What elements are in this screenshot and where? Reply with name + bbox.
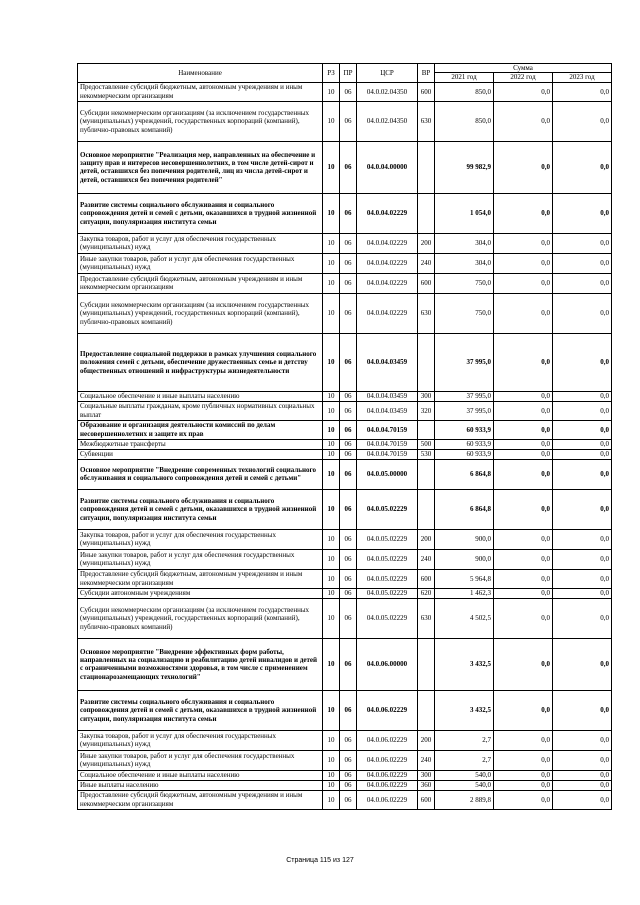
cell-sum-2021: 6 864,8 bbox=[435, 489, 494, 529]
cell-name: Развитие системы социального обслуживания и социального сопровождения детей и семей с детьми, оказавшихся в трудной жизненной ситуации, популяризация института семьи bbox=[78, 489, 323, 529]
cell-vr: 600 bbox=[418, 273, 435, 293]
cell-rz: 10 bbox=[323, 790, 340, 809]
cell-csr: 04.0.05.02229 bbox=[357, 569, 418, 588]
cell-sum-2022: 0,0 bbox=[494, 598, 553, 638]
cell-vr bbox=[418, 141, 435, 193]
cell-sum-2023: 0,0 bbox=[553, 730, 612, 750]
cell-sum-2021: 5 964,8 bbox=[435, 569, 494, 588]
cell-csr: 04.0.05.02229 bbox=[357, 529, 418, 549]
cell-sum-2021: 2 889,8 bbox=[435, 790, 494, 809]
cell-sum-2021: 1 462,3 bbox=[435, 588, 494, 598]
cell-csr: 04.0.06.00000 bbox=[357, 638, 418, 690]
cell-vr: 630 bbox=[418, 293, 435, 333]
cell-sum-2023: 0,0 bbox=[553, 770, 612, 780]
cell-csr: 04.0.04.02229 bbox=[357, 273, 418, 293]
cell-vr: 320 bbox=[418, 401, 435, 420]
cell-vr: 620 bbox=[418, 588, 435, 598]
cell-sum-2023: 0,0 bbox=[553, 333, 612, 391]
cell-name: Основное мероприятие "Внедрение современных технологий социального обслуживания и социального сопровождения детей и семей с детьми" bbox=[78, 459, 323, 489]
cell-csr: 04.0.05.02229 bbox=[357, 549, 418, 569]
cell-sum-2022: 0,0 bbox=[494, 141, 553, 193]
cell-sum-2021: 304,0 bbox=[435, 253, 494, 273]
cell-sum-2021: 304,0 bbox=[435, 233, 494, 253]
header-year-2023: 2023 год bbox=[553, 73, 612, 82]
cell-pr: 06 bbox=[340, 273, 357, 293]
cell-sum-2021: 3 432,5 bbox=[435, 638, 494, 690]
cell-vr: 500 bbox=[418, 439, 435, 449]
cell-csr: 04.0.04.03459 bbox=[357, 391, 418, 401]
cell-name: Субсидии некоммерческим организациям (за исключением государственных (муниципальных) учреждений, государственных корпораций (компаний), публично-правовых компаний) bbox=[78, 101, 323, 141]
cell-pr: 06 bbox=[340, 401, 357, 420]
cell-sum-2023: 0,0 bbox=[553, 529, 612, 549]
cell-sum-2021: 850,0 bbox=[435, 101, 494, 141]
cell-pr: 06 bbox=[340, 790, 357, 809]
table-row bbox=[78, 638, 612, 690]
cell-sum-2023: 0,0 bbox=[553, 82, 612, 101]
cell-sum-2021: 540,0 bbox=[435, 770, 494, 780]
cell-sum-2022: 0,0 bbox=[494, 529, 553, 549]
cell-name: Иные закупки товаров, работ и услуг для обеспечения государственных (муниципальных) нужд bbox=[78, 750, 323, 770]
cell-name: Субсидии автономным учреждениям bbox=[78, 588, 323, 598]
cell-sum-2023: 0,0 bbox=[553, 750, 612, 770]
table-row bbox=[78, 233, 612, 253]
cell-sum-2023: 0,0 bbox=[553, 588, 612, 598]
cell-pr: 06 bbox=[340, 333, 357, 391]
cell-sum-2021: 37 995,0 bbox=[435, 401, 494, 420]
cell-csr: 04.0.04.03459 bbox=[357, 333, 418, 391]
cell-name: Развитие системы социального обслуживания и социального сопровождения детей и семей с детьми, оказавшихся в трудной жизненной ситуации, популяризация института семьи bbox=[78, 193, 323, 233]
table-row bbox=[78, 750, 612, 770]
cell-rz: 10 bbox=[323, 690, 340, 730]
cell-sum-2021: 900,0 bbox=[435, 529, 494, 549]
cell-sum-2023: 0,0 bbox=[553, 293, 612, 333]
cell-sum-2021: 60 933,9 bbox=[435, 439, 494, 449]
cell-sum-2022: 0,0 bbox=[494, 273, 553, 293]
table-row bbox=[78, 790, 612, 809]
cell-sum-2021: 2,7 bbox=[435, 750, 494, 770]
cell-vr: 300 bbox=[418, 770, 435, 780]
cell-rz: 10 bbox=[323, 439, 340, 449]
cell-csr: 04.0.06.02229 bbox=[357, 780, 418, 790]
table-row bbox=[78, 730, 612, 750]
header-sum: Сумма bbox=[435, 64, 612, 73]
cell-sum-2023: 0,0 bbox=[553, 549, 612, 569]
cell-pr: 06 bbox=[340, 549, 357, 569]
cell-sum-2022: 0,0 bbox=[494, 790, 553, 809]
cell-vr: 240 bbox=[418, 549, 435, 569]
cell-sum-2023: 0,0 bbox=[553, 459, 612, 489]
cell-sum-2023: 0,0 bbox=[553, 790, 612, 809]
cell-rz: 10 bbox=[323, 333, 340, 391]
cell-csr: 04.0.05.02229 bbox=[357, 598, 418, 638]
cell-vr: 200 bbox=[418, 233, 435, 253]
cell-sum-2022: 0,0 bbox=[494, 293, 553, 333]
cell-csr: 04.0.06.02229 bbox=[357, 790, 418, 809]
cell-sum-2022: 0,0 bbox=[494, 233, 553, 253]
cell-sum-2021: 750,0 bbox=[435, 273, 494, 293]
cell-name: Субсидии некоммерческим организациям (за исключением государственных (муниципальных) учреждений, государственных корпораций (компаний), публично-правовых компаний) bbox=[78, 293, 323, 333]
cell-csr: 04.0.05.02229 bbox=[357, 588, 418, 598]
cell-sum-2023: 0,0 bbox=[553, 401, 612, 420]
cell-rz: 10 bbox=[323, 233, 340, 253]
cell-sum-2023: 0,0 bbox=[553, 253, 612, 273]
table-row bbox=[78, 529, 612, 549]
cell-sum-2021: 1 054,0 bbox=[435, 193, 494, 233]
cell-vr: 200 bbox=[418, 529, 435, 549]
cell-sum-2022: 0,0 bbox=[494, 569, 553, 588]
cell-sum-2023: 0,0 bbox=[553, 420, 612, 439]
cell-name: Субвенции bbox=[78, 449, 323, 459]
cell-rz: 10 bbox=[323, 273, 340, 293]
cell-sum-2022: 0,0 bbox=[494, 750, 553, 770]
cell-sum-2023: 0,0 bbox=[553, 439, 612, 449]
table-row bbox=[78, 549, 612, 569]
table-row bbox=[78, 598, 612, 638]
cell-vr: 240 bbox=[418, 253, 435, 273]
cell-sum-2022: 0,0 bbox=[494, 439, 553, 449]
cell-vr: 530 bbox=[418, 449, 435, 459]
cell-sum-2023: 0,0 bbox=[553, 233, 612, 253]
cell-rz: 10 bbox=[323, 638, 340, 690]
cell-name: Образование и организация деятельности комиссий по делам несовершеннолетних и защите их прав bbox=[78, 420, 323, 439]
cell-sum-2022: 0,0 bbox=[494, 193, 553, 233]
cell-vr bbox=[418, 638, 435, 690]
header-vr: ВР bbox=[418, 64, 435, 83]
cell-rz: 10 bbox=[323, 489, 340, 529]
cell-rz: 10 bbox=[323, 588, 340, 598]
header-name: Наименование bbox=[78, 64, 323, 83]
cell-pr: 06 bbox=[340, 638, 357, 690]
cell-vr: 200 bbox=[418, 730, 435, 750]
cell-sum-2022: 0,0 bbox=[494, 489, 553, 529]
cell-pr: 06 bbox=[340, 233, 357, 253]
cell-sum-2021: 60 933,9 bbox=[435, 420, 494, 439]
cell-rz: 10 bbox=[323, 141, 340, 193]
cell-sum-2022: 0,0 bbox=[494, 638, 553, 690]
cell-csr: 04.0.06.02229 bbox=[357, 730, 418, 750]
cell-csr: 04.0.06.02229 bbox=[357, 770, 418, 780]
table-row bbox=[78, 420, 612, 439]
cell-pr: 06 bbox=[340, 598, 357, 638]
cell-name: Иные закупки товаров, работ и услуг для обеспечения государственных (муниципальных) нужд bbox=[78, 253, 323, 273]
cell-csr: 04.0.04.70159 bbox=[357, 439, 418, 449]
cell-sum-2022: 0,0 bbox=[494, 730, 553, 750]
cell-pr: 06 bbox=[340, 588, 357, 598]
cell-sum-2021: 750,0 bbox=[435, 293, 494, 333]
cell-pr: 06 bbox=[340, 253, 357, 273]
cell-vr bbox=[418, 333, 435, 391]
cell-vr: 240 bbox=[418, 750, 435, 770]
cell-name: Субсидии некоммерческим организациям (за исключением государственных (муниципальных) учреждений, государственных корпораций (компаний), публично-правовых компаний) bbox=[78, 598, 323, 638]
cell-name: Предоставление субсидий бюджетным, автономным учреждениям и иным некоммерческим организациям bbox=[78, 82, 323, 101]
cell-sum-2022: 0,0 bbox=[494, 459, 553, 489]
cell-vr: 630 bbox=[418, 598, 435, 638]
table-row bbox=[78, 333, 612, 391]
cell-rz: 10 bbox=[323, 193, 340, 233]
cell-csr: 04.0.02.04350 bbox=[357, 101, 418, 141]
cell-name: Закупка товаров, работ и услуг для обеспечения государственных (муниципальных) нужд bbox=[78, 529, 323, 549]
cell-vr: 600 bbox=[418, 790, 435, 809]
table-row bbox=[78, 439, 612, 449]
cell-rz: 10 bbox=[323, 780, 340, 790]
page-footer: Страница 115 из 127 bbox=[286, 857, 354, 864]
table-header bbox=[78, 64, 612, 83]
cell-sum-2023: 0,0 bbox=[553, 780, 612, 790]
cell-sum-2022: 0,0 bbox=[494, 588, 553, 598]
header-csr: ЦСР bbox=[357, 64, 418, 83]
cell-pr: 06 bbox=[340, 489, 357, 529]
cell-csr: 04.0.05.02229 bbox=[357, 489, 418, 529]
cell-pr: 06 bbox=[340, 449, 357, 459]
cell-sum-2021: 900,0 bbox=[435, 549, 494, 569]
cell-vr: 300 bbox=[418, 391, 435, 401]
cell-rz: 10 bbox=[323, 549, 340, 569]
cell-csr: 04.0.04.02229 bbox=[357, 293, 418, 333]
cell-sum-2023: 0,0 bbox=[553, 449, 612, 459]
cell-vr: 600 bbox=[418, 82, 435, 101]
cell-sum-2021: 850,0 bbox=[435, 82, 494, 101]
cell-sum-2022: 0,0 bbox=[494, 770, 553, 780]
cell-csr: 04.0.05.00000 bbox=[357, 459, 418, 489]
cell-pr: 06 bbox=[340, 569, 357, 588]
cell-rz: 10 bbox=[323, 101, 340, 141]
table-row bbox=[78, 82, 612, 101]
cell-pr: 06 bbox=[340, 529, 357, 549]
cell-csr: 04.0.04.02229 bbox=[357, 253, 418, 273]
header-pr: ПР bbox=[340, 64, 357, 83]
cell-pr: 06 bbox=[340, 101, 357, 141]
cell-csr: 04.0.04.70159 bbox=[357, 420, 418, 439]
cell-pr: 06 bbox=[340, 193, 357, 233]
table-row bbox=[78, 193, 612, 233]
table-row bbox=[78, 569, 612, 588]
cell-name: Социальные выплаты гражданам, кроме публичных нормативных социальных выплат bbox=[78, 401, 323, 420]
cell-csr: 04.0.04.02229 bbox=[357, 233, 418, 253]
table-row bbox=[78, 391, 612, 401]
cell-name: Развитие системы социального обслуживания и социального сопровождения детей и семей с детьми, оказавшихся в трудной жизненной ситуации, популяризация института семьи bbox=[78, 690, 323, 730]
cell-rz: 10 bbox=[323, 293, 340, 333]
cell-rz: 10 bbox=[323, 253, 340, 273]
cell-name: Основное мероприятие "Внедрение эффективных форм работы, направленных на социализацию и реабилитацию детей инвалидов и детей с ограниченными возможностями здоровья, в том числе с применением стационарозамещающих технологий" bbox=[78, 638, 323, 690]
table-row bbox=[78, 780, 612, 790]
cell-name: Предоставление субсидий бюджетным, автономным учреждениям и иным некоммерческим организациям bbox=[78, 569, 323, 588]
cell-name: Основное мероприятие "Реализация мер, направленных на обеспечение и защиту прав и интересов несовершеннолетних, в том числе детей-сирот и детей, оставшихся без попечения родителей, лиц из числа детей-сирот и детей, оставшихся без попечения родителей" bbox=[78, 141, 323, 193]
cell-sum-2021: 3 432,5 bbox=[435, 690, 494, 730]
cell-csr: 04.0.02.04350 bbox=[357, 82, 418, 101]
cell-vr bbox=[418, 420, 435, 439]
table-row bbox=[78, 489, 612, 529]
cell-pr: 06 bbox=[340, 750, 357, 770]
cell-vr: 600 bbox=[418, 569, 435, 588]
cell-name: Закупка товаров, работ и услуг для обеспечения государственных (муниципальных) нужд bbox=[78, 730, 323, 750]
cell-name: Предоставление социальной поддержки в рамках улучшения социального положения семей с детьми, обеспечение дружественных семье и детству общественных отношений и инфраструктуры жизнедеятельности bbox=[78, 333, 323, 391]
cell-sum-2023: 0,0 bbox=[553, 101, 612, 141]
cell-rz: 10 bbox=[323, 420, 340, 439]
table-row bbox=[78, 401, 612, 420]
table-row bbox=[78, 293, 612, 333]
cell-pr: 06 bbox=[340, 439, 357, 449]
cell-csr: 04.0.04.02229 bbox=[357, 193, 418, 233]
cell-vr bbox=[418, 690, 435, 730]
table-row bbox=[78, 101, 612, 141]
table-body bbox=[78, 82, 612, 809]
cell-name: Иные выплаты населению bbox=[78, 780, 323, 790]
table-row bbox=[78, 449, 612, 459]
cell-sum-2023: 0,0 bbox=[553, 690, 612, 730]
cell-sum-2022: 0,0 bbox=[494, 333, 553, 391]
cell-sum-2023: 0,0 bbox=[553, 141, 612, 193]
cell-sum-2022: 0,0 bbox=[494, 253, 553, 273]
table-row bbox=[78, 253, 612, 273]
cell-pr: 06 bbox=[340, 690, 357, 730]
cell-sum-2021: 4 502,5 bbox=[435, 598, 494, 638]
cell-vr: 360 bbox=[418, 780, 435, 790]
cell-sum-2022: 0,0 bbox=[494, 549, 553, 569]
cell-name: Предоставление субсидий бюджетным, автономным учреждениям и иным некоммерческим организациям bbox=[78, 790, 323, 809]
cell-name: Закупка товаров, работ и услуг для обеспечения государственных (муниципальных) нужд bbox=[78, 233, 323, 253]
cell-sum-2021: 6 864,8 bbox=[435, 459, 494, 489]
cell-name: Предоставление субсидий бюджетным, автономным учреждениям и иным некоммерческим организациям bbox=[78, 273, 323, 293]
cell-rz: 10 bbox=[323, 449, 340, 459]
cell-sum-2023: 0,0 bbox=[553, 489, 612, 529]
cell-rz: 10 bbox=[323, 82, 340, 101]
cell-pr: 06 bbox=[340, 293, 357, 333]
cell-sum-2022: 0,0 bbox=[494, 401, 553, 420]
table-row bbox=[78, 459, 612, 489]
cell-rz: 10 bbox=[323, 391, 340, 401]
cell-rz: 10 bbox=[323, 529, 340, 549]
cell-pr: 06 bbox=[340, 391, 357, 401]
cell-sum-2021: 99 982,9 bbox=[435, 141, 494, 193]
cell-sum-2022: 0,0 bbox=[494, 690, 553, 730]
cell-rz: 10 bbox=[323, 770, 340, 780]
cell-sum-2023: 0,0 bbox=[553, 638, 612, 690]
cell-csr: 04.0.04.70159 bbox=[357, 449, 418, 459]
cell-vr: 630 bbox=[418, 101, 435, 141]
cell-sum-2021: 37 995,0 bbox=[435, 391, 494, 401]
cell-pr: 06 bbox=[340, 82, 357, 101]
cell-pr: 06 bbox=[340, 780, 357, 790]
cell-csr: 04.0.04.00000 bbox=[357, 141, 418, 193]
table-row bbox=[78, 770, 612, 780]
cell-csr: 04.0.06.02229 bbox=[357, 690, 418, 730]
budget-table bbox=[77, 63, 612, 810]
cell-pr: 06 bbox=[340, 770, 357, 780]
table-row bbox=[78, 588, 612, 598]
cell-sum-2023: 0,0 bbox=[553, 391, 612, 401]
cell-pr: 06 bbox=[340, 730, 357, 750]
cell-sum-2023: 0,0 bbox=[553, 273, 612, 293]
cell-rz: 10 bbox=[323, 569, 340, 588]
cell-sum-2021: 37 995,0 bbox=[435, 333, 494, 391]
cell-pr: 06 bbox=[340, 459, 357, 489]
cell-vr bbox=[418, 459, 435, 489]
cell-sum-2022: 0,0 bbox=[494, 391, 553, 401]
header-rz: РЗ bbox=[323, 64, 340, 83]
cell-sum-2023: 0,0 bbox=[553, 598, 612, 638]
cell-pr: 06 bbox=[340, 141, 357, 193]
table-row bbox=[78, 273, 612, 293]
cell-name: Иные закупки товаров, работ и услуг для обеспечения государственных (муниципальных) нужд bbox=[78, 549, 323, 569]
cell-rz: 10 bbox=[323, 401, 340, 420]
cell-vr bbox=[418, 193, 435, 233]
table-row bbox=[78, 141, 612, 193]
cell-rz: 10 bbox=[323, 730, 340, 750]
cell-sum-2021: 60 933,9 bbox=[435, 449, 494, 459]
cell-rz: 10 bbox=[323, 750, 340, 770]
table-row bbox=[78, 690, 612, 730]
cell-sum-2022: 0,0 bbox=[494, 82, 553, 101]
cell-csr: 04.0.06.02229 bbox=[357, 750, 418, 770]
cell-rz: 10 bbox=[323, 459, 340, 489]
header-year-2022: 2022 год bbox=[494, 73, 553, 82]
cell-name: Социальное обеспечение и иные выплаты населению bbox=[78, 770, 323, 780]
cell-sum-2021: 540,0 bbox=[435, 780, 494, 790]
cell-pr: 06 bbox=[340, 420, 357, 439]
cell-sum-2022: 0,0 bbox=[494, 420, 553, 439]
cell-sum-2022: 0,0 bbox=[494, 780, 553, 790]
cell-sum-2023: 0,0 bbox=[553, 193, 612, 233]
cell-sum-2023: 0,0 bbox=[553, 569, 612, 588]
cell-sum-2021: 2,7 bbox=[435, 730, 494, 750]
cell-name: Социальное обеспечение и иные выплаты населению bbox=[78, 391, 323, 401]
cell-sum-2022: 0,0 bbox=[494, 449, 553, 459]
header-year-2021: 2021 год bbox=[435, 73, 494, 82]
cell-sum-2022: 0,0 bbox=[494, 101, 553, 141]
cell-name: Межбюджетные трансферты bbox=[78, 439, 323, 449]
cell-rz: 10 bbox=[323, 598, 340, 638]
cell-vr bbox=[418, 489, 435, 529]
cell-csr: 04.0.04.03459 bbox=[357, 401, 418, 420]
